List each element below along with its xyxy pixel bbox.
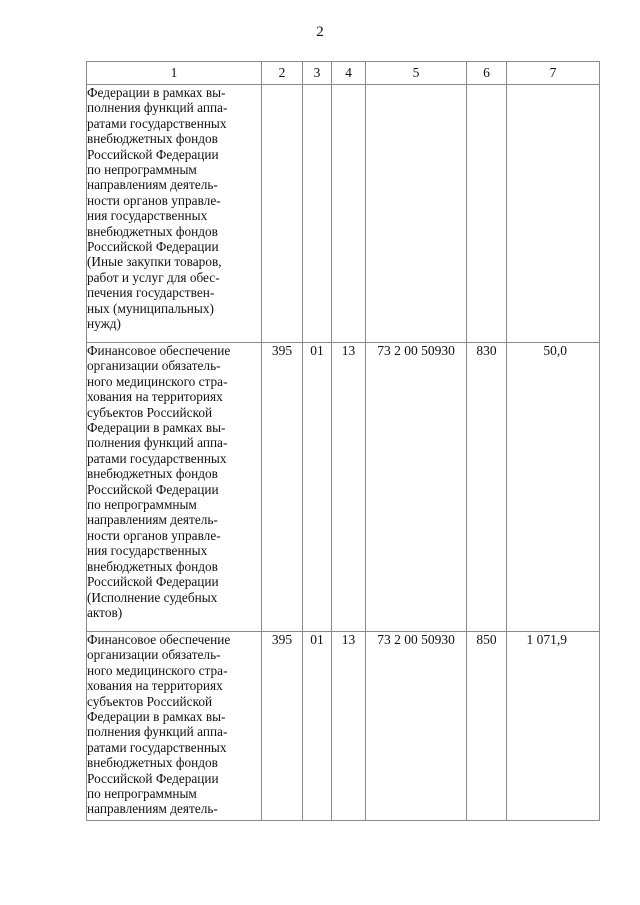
description-line: (Исполнение судебных [87, 589, 218, 605]
cell-col-3: 01 [303, 632, 332, 821]
description-line: Российской Федерации [87, 574, 219, 590]
cell-col-4 [332, 85, 366, 343]
description-line: нужд) [87, 316, 121, 332]
description-line: ратами государственных [87, 450, 227, 466]
description-line: внебюджетных фондов [87, 223, 218, 239]
description-line: Российской Федерации [87, 481, 219, 497]
cell-col-4: 13 [332, 632, 366, 821]
description-line: ратами государственных [87, 115, 227, 131]
cell-col-3: 01 [303, 343, 332, 632]
description-line: Российской Федерации [87, 146, 219, 162]
header-col-1: 1 [87, 62, 262, 85]
description-line: ности органов управле- [87, 192, 221, 208]
description-line: ратами государственных [87, 739, 227, 755]
description-line: полнения функций аппа- [87, 435, 228, 451]
description-line: по непрограммным [87, 497, 197, 513]
description-line: ности органов управле- [87, 527, 221, 543]
cell-col-7 [507, 85, 600, 343]
table-row [87, 632, 600, 821]
table-row [87, 343, 600, 632]
description-line: Российской Федерации [87, 770, 219, 786]
description-line: Федерации в рамках вы- [87, 709, 226, 725]
cell-col-6 [467, 85, 507, 343]
description-line: внебюджетных фондов [87, 466, 218, 482]
description-line: организации обязатель- [87, 647, 221, 663]
description-line: хования на территориях [87, 678, 223, 694]
header-col-6: 6 [467, 62, 507, 85]
row-description [87, 85, 262, 343]
description-line: ных (муниципальных) [87, 300, 214, 316]
header-col-2: 2 [262, 62, 303, 85]
description-line: направлениям деятель- [87, 177, 218, 193]
description-line: внебюджетных фондов [87, 131, 218, 147]
budget-table [86, 61, 600, 821]
header-col-3: 3 [303, 62, 332, 85]
cell-col-5: 73 2 00 50930 [366, 632, 467, 821]
description-line: хования на территориях [87, 389, 223, 405]
description-line: работ и услуг для обес- [87, 269, 220, 285]
cell-col-7: 50,0 [507, 343, 600, 632]
description-line: направлениям деятель- [87, 801, 218, 817]
description-line: актов) [87, 604, 123, 620]
header-col-5: 5 [366, 62, 467, 85]
row-description [87, 632, 262, 821]
description-line: ния государственных [87, 208, 208, 224]
row-description [87, 343, 262, 632]
description-line: ного медицинского стра- [87, 373, 228, 389]
cell-col-2: 395 [262, 343, 303, 632]
cell-col-2: 395 [262, 632, 303, 821]
cell-col-5: 73 2 00 50930 [366, 343, 467, 632]
cell-col-3 [303, 85, 332, 343]
description-line: Федерации в рамках вы- [87, 85, 226, 100]
description-line: по непрограммным [87, 162, 197, 178]
description-line: внебюджетных фондов [87, 755, 218, 771]
header-row [87, 62, 600, 85]
description-line: субъектов Российской [87, 404, 213, 420]
description-line: ного медицинского стра- [87, 662, 228, 678]
description-line: организации обязатель- [87, 358, 221, 374]
description-line: Финансовое обеспечение [87, 343, 231, 358]
description-line: полнения функций аппа- [87, 100, 228, 116]
description-line: Финансовое обеспечение [87, 632, 231, 647]
description-line: направлениям деятель- [87, 512, 218, 528]
description-line: Российской Федерации [87, 239, 219, 255]
table-row [87, 85, 600, 343]
header-col-7: 7 [507, 62, 600, 85]
cell-col-6: 850 [467, 632, 507, 821]
description-line: по непрограммным [87, 786, 197, 802]
cell-col-4: 13 [332, 343, 366, 632]
description-line: полнения функций аппа- [87, 724, 228, 740]
cell-col-7: 1 071,9 [507, 632, 600, 821]
header-col-4: 4 [332, 62, 366, 85]
description-line: печения государствен- [87, 285, 215, 301]
description-line: субъектов Российской [87, 693, 213, 709]
description-line: ния государственных [87, 543, 208, 559]
cell-col-5 [366, 85, 467, 343]
cell-col-2 [262, 85, 303, 343]
description-line: внебюджетных фондов [87, 558, 218, 574]
description-line: Федерации в рамках вы- [87, 420, 226, 436]
cell-col-6: 830 [467, 343, 507, 632]
page-number: 2 [316, 24, 324, 40]
description-line: (Иные закупки товаров, [87, 254, 222, 270]
